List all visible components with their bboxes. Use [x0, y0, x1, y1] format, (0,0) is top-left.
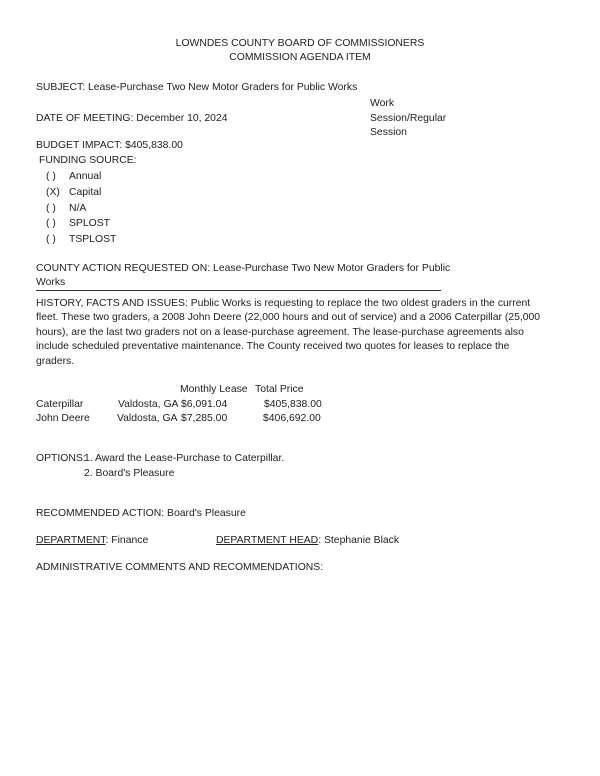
history-line: HISTORY, FACTS AND ISSUES: Public Works is requesting to replace the two oldest graders in the current — [36, 298, 531, 309]
funding-na: N/A — [69, 203, 87, 214]
history-line: hours), are the last two graders not on a lease-purchase agreement. The lease-purchase agreements also — [36, 327, 524, 338]
total-price: $405,838.00 — [264, 399, 322, 410]
vendor: John Deere — [36, 413, 90, 424]
location: Valdosta, GA — [117, 413, 178, 424]
funding-mark-annual: ( ) — [46, 171, 56, 182]
admin-comments: ADMINISTRATIVE COMMENTS AND RECOMMENDATIONS: — [36, 562, 324, 573]
funding-mark-tsplost: ( ) — [46, 234, 56, 245]
monthly-lease: $7,285.00 — [181, 413, 228, 424]
funding-capital: Capital — [69, 187, 102, 198]
department-head-value: : Stephanie Black — [318, 535, 400, 546]
total-price: $406,692.00 — [263, 413, 321, 424]
department-head — [216, 534, 399, 548]
funding-mark-na: ( ) — [46, 203, 56, 214]
location: Valdosta, GA — [118, 399, 179, 410]
option-2: 2. Board's Pleasure — [84, 468, 175, 479]
history-line: graders. — [36, 356, 75, 367]
header-total-price: Total Price — [255, 384, 304, 395]
options-label: OPTIONS: — [36, 453, 86, 464]
subject: SUBJECT: Lease-Purchase Two New Motor Graders for Public Works — [36, 82, 358, 93]
department-value: : Finance — [105, 535, 149, 546]
divider — [36, 290, 441, 291]
session-line-1: Work — [370, 98, 395, 109]
department — [36, 534, 148, 548]
funding-mark-capital: (X) — [46, 187, 60, 198]
monthly-lease: $6,091.04 — [181, 399, 228, 410]
funding-source-label: FUNDING SOURCE: — [39, 155, 137, 166]
recommended-action: RECOMMENDED ACTION: Board's Pleasure — [36, 508, 246, 519]
funding-mark-splost: ( ) — [46, 218, 56, 229]
budget-impact: BUDGET IMPACT: $405,838.00 — [36, 140, 183, 151]
vendor: Caterpillar — [36, 399, 84, 410]
funding-splost: SPLOST — [69, 218, 110, 229]
org-title: LOWNDES COUNTY BOARD OF COMMISSIONERS — [175, 38, 425, 49]
history-line: include scheduled preventative maintenance. The County received two quotes for leases to replace the — [36, 341, 510, 352]
funding-tsplost: TSPLOST — [69, 234, 117, 245]
department-head-label: DEPARTMENT HEAD — [216, 535, 319, 546]
history-line: fleet. These two graders, a 2008 John Deere (22,000 hours and out of service) and a 2006 Caterpillar (25,000 — [36, 312, 541, 323]
header-monthly-lease: Monthly Lease — [180, 384, 248, 395]
doc-title: COMMISSION AGENDA ITEM — [229, 52, 371, 63]
funding-annual: Annual — [69, 171, 102, 182]
county-action-line-2: Works — [36, 277, 66, 288]
session-line-3: Session — [370, 127, 407, 138]
date-of-meeting: DATE OF MEETING: December 10, 2024 — [36, 113, 228, 124]
department-label: DEPARTMENT — [36, 535, 106, 546]
county-action-line-1: COUNTY ACTION REQUESTED ON: Lease-Purchase Two New Motor Graders for Public — [36, 263, 451, 274]
option-1: 1. Award the Lease-Purchase to Caterpillar. — [84, 453, 285, 464]
session-line-2: Session/Regular — [370, 113, 447, 124]
